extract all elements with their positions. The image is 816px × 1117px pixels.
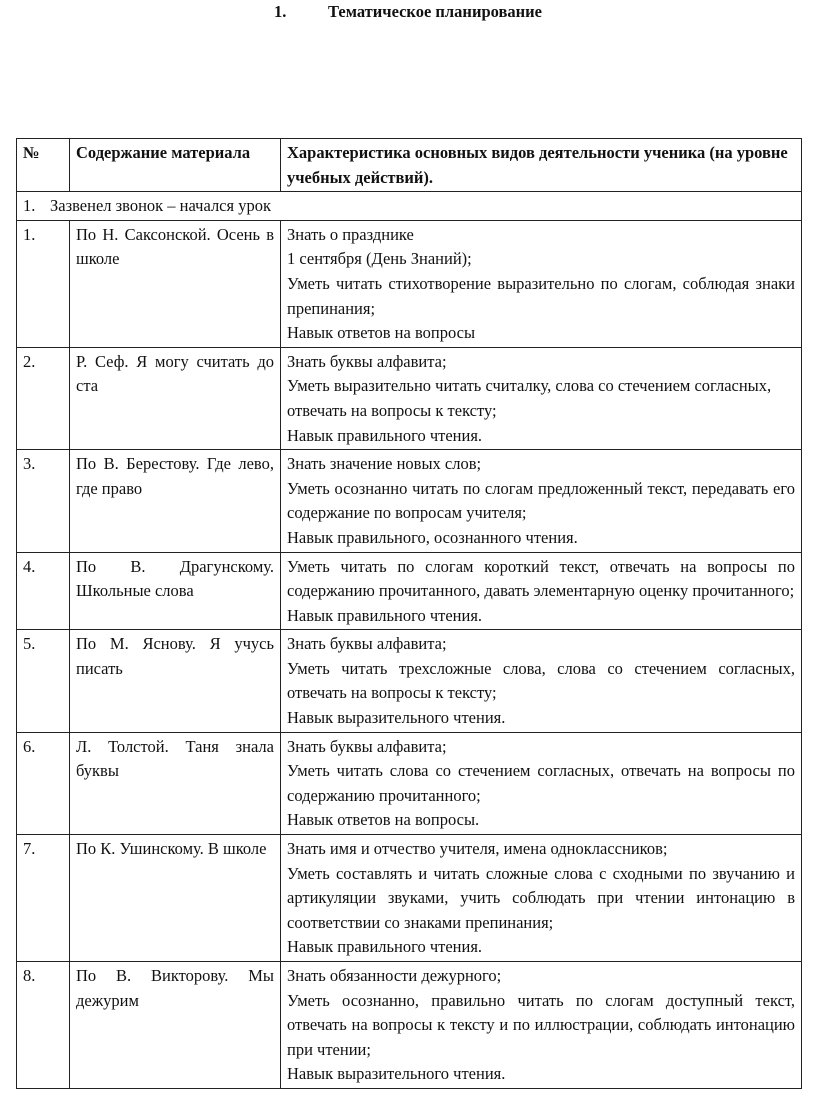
row-activity <box>281 630 802 732</box>
row-number: 2. <box>17 347 70 449</box>
row-content: По В. Викторову. Мы дежурим <box>70 962 281 1089</box>
activity-line: 1 сентября (День Знаний); <box>287 249 472 269</box>
page-title <box>0 2 816 22</box>
header-num: № <box>17 139 70 192</box>
row-number: 8. <box>17 962 70 1089</box>
section-title: Зазвенел звонок – начался урок <box>50 196 271 216</box>
activity-line: Уметь осознанно читать по слогам предложенный текст, передавать его содержание по вопросам учителя; <box>287 478 795 523</box>
activity-line: Знать о празднике <box>287 224 414 244</box>
section-number: 1. <box>23 196 36 216</box>
row-activity <box>281 835 802 962</box>
activity-line: отвечать на вопросы к тексту; <box>287 400 497 420</box>
activity-line: Уметь читать слова со стечением согласных, отвечать на вопросы по содержанию прочитанного; <box>287 761 795 805</box>
row-activity <box>281 962 802 1089</box>
row-number: 4. <box>17 552 70 630</box>
activity-line: Уметь составлять и читать сложные слова с сходными по звучанию и артикуляции звуками, учить соблюдать при чтении интонацию в соответствии со знаками препинания; <box>287 863 795 932</box>
row-activity <box>281 347 802 449</box>
activity-line: Уметь выразительно читать считалку, слова со стечением согласных, <box>287 376 772 396</box>
activity-line: Уметь читать по слогам короткий текст, отвечать на вопросы по содержанию прочитанного, давать элементарную оценку прочитанного; <box>287 556 795 601</box>
activity-line: Уметь осознанно, правильно читать по слогам доступный текст, отвечать на вопросы к тексту и по иллюстрации, соблюдать интонацию при чтении; <box>287 990 795 1059</box>
activity-line: Навык правильного чтения. <box>287 605 483 625</box>
activity-line: Знать буквы алфавита; <box>287 351 447 371</box>
row-number: 3. <box>17 450 70 552</box>
header-content: Содержание материала <box>70 139 281 192</box>
table-row <box>17 450 802 552</box>
table-row <box>17 630 802 732</box>
row-content: Л. Толстой. Таня знала буквы <box>70 732 281 834</box>
row-content: Р. Сеф. Я могу считать до ста <box>70 347 281 449</box>
row-number: 7. <box>17 835 70 962</box>
row-activity <box>281 732 802 834</box>
activity-line: Уметь читать трехсложные слова, слова со стечением согласных, отвечать на вопросы к тексту; <box>287 658 795 703</box>
activity-line: Навык выразительного чтения. <box>287 708 506 728</box>
activity-line: Навык ответов на вопросы. <box>287 810 480 830</box>
activity-line: Знать буквы алфавита; <box>287 736 447 756</box>
table-row <box>17 962 802 1089</box>
planning-table <box>16 138 802 1089</box>
activity-line: Навык правильного чтения. <box>287 425 483 445</box>
activity-line: Знать буквы алфавита; <box>287 634 447 654</box>
row-content: По В. Драгунскому. Школьные слова <box>70 552 281 630</box>
table-row <box>17 220 802 347</box>
activity-line: Навык выразительного чтения. <box>287 1064 506 1084</box>
section-cell <box>17 192 802 221</box>
row-content: По В. Берестову. Где лево, где право <box>70 450 281 552</box>
row-activity <box>281 450 802 552</box>
activity-line: Знать значение новых слов; <box>287 454 482 474</box>
activity-line: Знать имя и отчество учителя, имена одноклассников; <box>287 839 668 859</box>
row-number: 6. <box>17 732 70 834</box>
activity-line: Навык ответов на вопросы <box>287 323 476 343</box>
table-row <box>17 552 802 630</box>
row-content: По К. Ушинскому. В школе <box>70 835 281 962</box>
row-number: 1. <box>17 220 70 347</box>
row-content: По М. Яснову. Я учусь писать <box>70 630 281 732</box>
row-number: 5. <box>17 630 70 732</box>
activity-line: Навык правильного, осознанного чтения. <box>287 527 578 547</box>
title-number: 1. <box>274 2 287 21</box>
header-activity: Характеристика основных видов деятельности ученика (на уровне учебных действий). <box>281 139 802 192</box>
activity-line: Уметь читать стихотворение выразительно по слогам, соблюдая знаки препинания; <box>287 273 795 318</box>
table-row <box>17 835 802 962</box>
activity-line: Навык правильного чтения. <box>287 937 483 957</box>
row-activity <box>281 220 802 347</box>
row-activity <box>281 552 802 630</box>
table-row <box>17 347 802 449</box>
table-row <box>17 732 802 834</box>
title-text: Тематическое планирование <box>328 2 542 21</box>
row-content: По Н. Саксонской. Осень в школе <box>70 220 281 347</box>
header-row <box>17 139 802 192</box>
activity-line: Знать обязанности дежурного; <box>287 966 502 985</box>
section-row <box>17 192 802 221</box>
